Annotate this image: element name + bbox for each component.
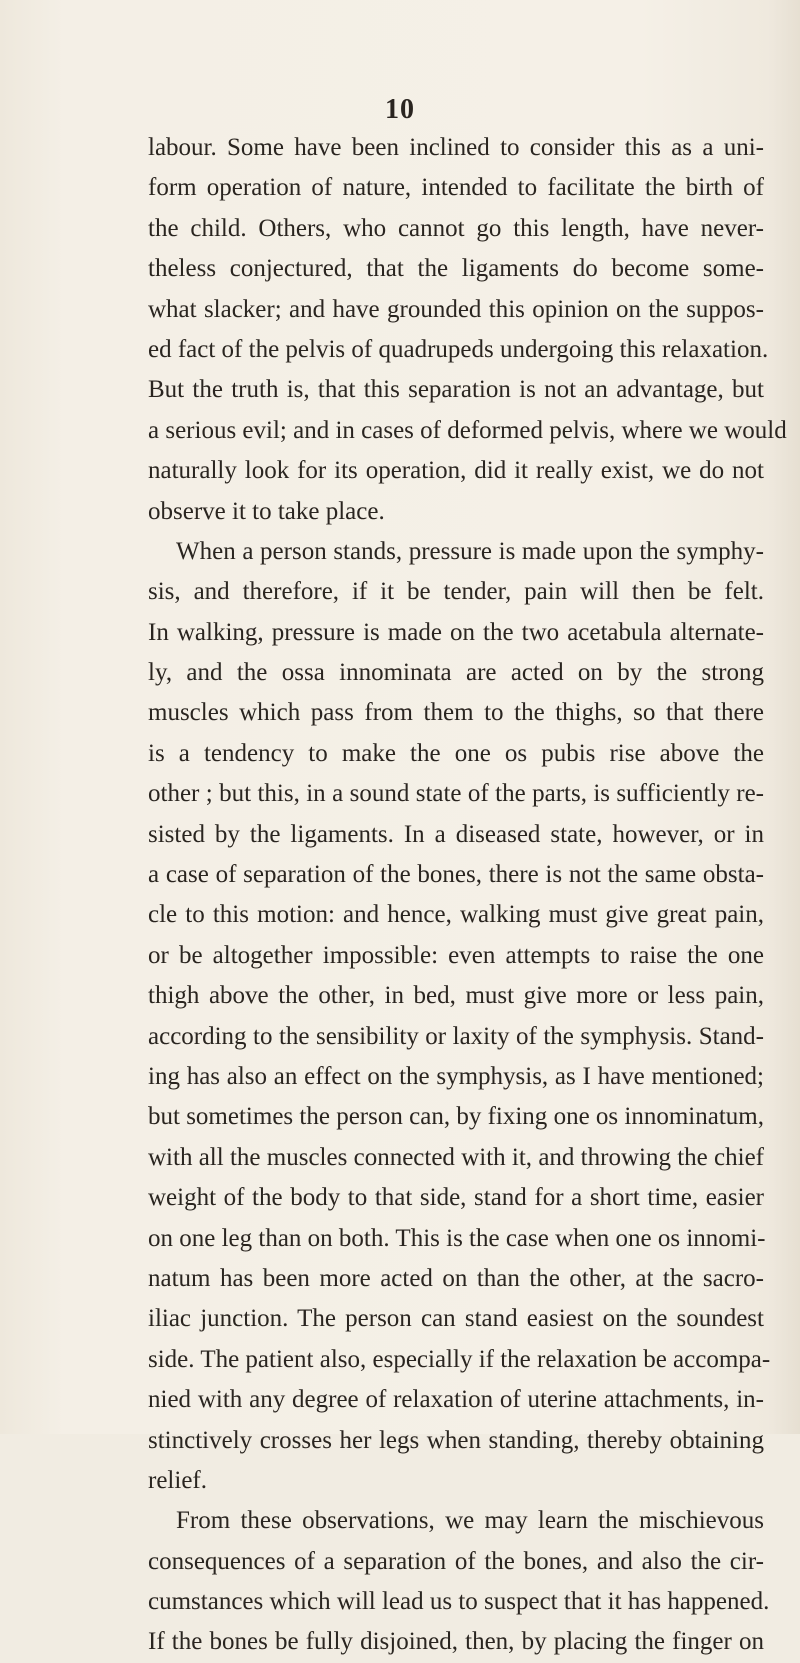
text-line: But the truth is, that this separation is not an advantage, but [148,376,764,404]
text-line: thigh above the other, in bed, must give more or less pain, [148,982,764,1010]
text-line: observe it to take place. [148,497,385,525]
text-line: with all the muscles connected with it, and throwing the chief [148,1143,764,1171]
text-line: a case of separation of the bones, there is not the same obsta- [148,861,764,889]
text-line: cumstances which will lead us to suspect that it has happened. [148,1588,770,1616]
text-line: relief. [148,1466,207,1494]
text-line: is a tendency to make the one os pubis rise above the [148,739,764,767]
text-line: cle to this motion: and hence, walking must give great pain, [148,901,764,929]
text-line: In walking, pressure is made on the two acetabula alternate- [148,618,764,646]
text-line: or be altogether impossible: even attempts to raise the one [148,941,764,969]
text-line: iliac junction. The person can stand easiest on the soundest [148,1305,764,1333]
text-line: ing has also an effect on the symphysis, as I have mentioned; [148,1062,764,1090]
text-line: side. The patient also, especially if the relaxation be accompa- [148,1345,771,1373]
text-line: the child. Others, who cannot go this length, have never- [148,214,764,242]
text-line: theless conjectured, that the ligaments do become some- [148,255,764,283]
paragraph-start-line: When a person stands, pressure is made upon the symphy- [176,537,764,565]
text-line: nied with any degree of relaxation of uterine attachments, in- [148,1386,764,1414]
text-line: ed fact of the pelvis of quadrupeds undergoing this relaxation. [148,335,769,363]
text-line: on one leg than on both. This is the case when one os innomi- [148,1224,766,1252]
text-line: labour. Some have been inclined to consider this as a uni- [148,134,764,161]
text-line: muscles which pass from them to the thighs, so that there [148,699,764,727]
text-line: form operation of nature, intended to facilitate the birth of [148,174,764,202]
page-number: 10 [385,94,415,125]
text-line: stinctively crosses her legs when standing, thereby obtaining [148,1426,764,1454]
text-line: according to the sensibility or laxity of the symphysis. Stand- [148,1022,764,1050]
text-line: naturally look for its operation, did it really exist, we do not [148,457,764,485]
text-line: If the bones be fully disjoined, then, by placing the finger on [148,1628,764,1656]
paragraph-start-line: From these observations, we may learn the mischievous [176,1507,764,1535]
text-line: weight of the body to that side, stand for a short time, easier [148,1184,764,1212]
text-line: a serious evil; and in cases of deformed pelvis, where we would [148,416,787,444]
text-line: but sometimes the person can, by fixing one os innominatum, [148,1103,764,1131]
text-line: consequences of a separation of the bones, and also the cir- [148,1547,764,1575]
body-text [148,128,787,1663]
text-line: what slacker; and have grounded this opinion on the suppos- [148,295,764,323]
text-line: other ; but this, in a sound state of the parts, is sufficiently re- [148,780,764,808]
text-line: ly, and the ossa innominata are acted on by the strong [148,659,764,687]
text-line: sisted by the ligaments. In a diseased state, however, or in [148,820,764,848]
text-line: sis, and therefore, if it be tender, pain will then be felt. [148,578,764,606]
text-line: natum has been more acted on than the other, at the sacro- [148,1264,764,1292]
